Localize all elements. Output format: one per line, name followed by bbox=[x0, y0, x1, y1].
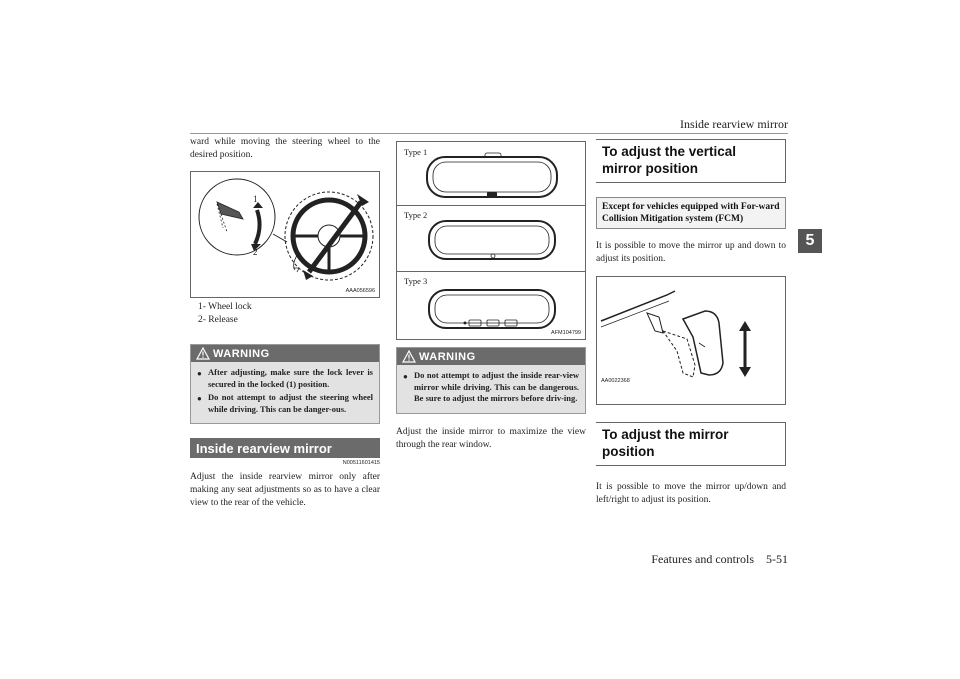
position-body-text: It is possible to move the mirror up/down and left/right to adjust its position. bbox=[596, 482, 786, 505]
caption-item: 1- Wheel lock bbox=[198, 302, 252, 312]
warning-item bbox=[197, 367, 373, 390]
heading-mirror-position: To adjust the mirror position bbox=[596, 422, 786, 466]
bullet-icon: ● bbox=[403, 372, 408, 381]
warning-item bbox=[197, 392, 373, 415]
type-label: Type 2 bbox=[404, 210, 428, 220]
figure-caption-list bbox=[190, 301, 380, 327]
mirror-tilt-illustration bbox=[597, 277, 785, 404]
warning-triangle-icon bbox=[196, 347, 210, 360]
sub-heading-fcm: Except for vehicles equipped with For-ward Collision Mitigation system (FCM) bbox=[596, 197, 786, 229]
type-label: Type 3 bbox=[404, 276, 428, 286]
warning-item bbox=[403, 370, 579, 405]
warning-item-text: After adjusting, make sure the lock lever is secured in the locked (1) position. bbox=[208, 367, 373, 389]
warning-item-text: Do not attempt to adjust the inside rear-view mirror while driving. This can be dangerous. Be sure to adjust the mirrors before driv-ing. bbox=[414, 370, 579, 403]
figure-code: AA0022368 bbox=[601, 378, 630, 384]
page-footer bbox=[651, 552, 788, 567]
heading-vertical-position: To adjust the vertical mirror position bbox=[596, 139, 786, 183]
adjust-body-text: Adjust the inside mirror to maximize the view through the rear window. bbox=[396, 426, 586, 450]
vertical-body-text: It is possible to move the mirror up and down to adjust its position. bbox=[596, 241, 786, 264]
footer-page-number: 5-51 bbox=[766, 552, 788, 566]
bullet-icon: ● bbox=[197, 394, 202, 403]
mirror-type2-illustration bbox=[397, 206, 583, 266]
section-title: Inside rearview mirror bbox=[190, 438, 380, 458]
intro-text: ward while moving the steering wheel to the desired position. bbox=[190, 137, 380, 160]
caption-item: 2- Release bbox=[198, 315, 238, 325]
warning-header bbox=[397, 348, 585, 365]
mirror-tilt-figure bbox=[596, 276, 786, 405]
warning-triangle-icon bbox=[402, 350, 416, 363]
figure-label-2: 2 bbox=[253, 247, 258, 257]
column-middle bbox=[396, 136, 586, 452]
chapter-tab: 5 bbox=[798, 229, 822, 253]
type-label: Type 1 bbox=[404, 147, 428, 157]
column-left bbox=[190, 136, 380, 510]
mirror-type1-illustration bbox=[397, 142, 583, 202]
steering-wheel-illustration bbox=[191, 172, 379, 297]
bullet-icon: ● bbox=[197, 369, 202, 378]
footer-section-name: Features and controls bbox=[651, 552, 754, 566]
figure-code: AFM104799 bbox=[551, 330, 581, 336]
warning-item-text: Do not attempt to adjust the steering wheel while driving. This can be danger-ous. bbox=[208, 392, 373, 414]
figure-code: AAA056596 bbox=[345, 288, 375, 294]
page-header-title: Inside rearview mirror bbox=[680, 117, 788, 131]
warning-box bbox=[396, 347, 586, 414]
column-right bbox=[596, 136, 786, 507]
figure-label-1: 1 bbox=[253, 194, 258, 204]
section-code: N00511601415 bbox=[342, 460, 380, 466]
section-body-text: Adjust the inside rearview mirror only after making any seat adjustments so as to have a clear view to the rear of the vehicle. bbox=[190, 472, 380, 508]
steering-figure bbox=[190, 171, 380, 298]
warning-header bbox=[191, 345, 379, 362]
mirror-types-figure bbox=[396, 141, 586, 340]
header-divider bbox=[190, 133, 788, 134]
warning-title: WARNING bbox=[213, 347, 270, 360]
warning-title: WARNING bbox=[419, 350, 476, 363]
warning-box bbox=[190, 344, 380, 424]
